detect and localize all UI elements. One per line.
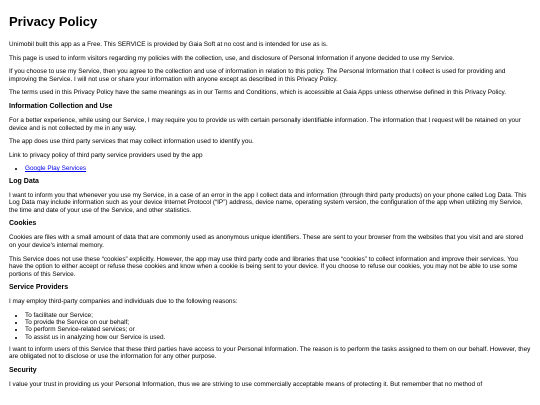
security-paragraph: I value your trust in providing us your Personal Information, thus we are striving to use commercially acceptable means of protecting it. But remember that no method of [9,380,483,388]
log-data-paragraph: I want to inform you that whenever you use my Service, in a case of an error in the app I collect data and information (through third party products) on your phone called Log Data. This Log Data may include information such as your device Internet Protocol (“IP”) address, device name, operating system version, the configuration of the app when utilizing my Service, the time and date of your use of the Service, and other statistics. [9,191,527,214]
section-heading-log-data: Log Data [9,177,39,185]
section-heading-cookies: Cookies [9,220,37,228]
list-item: • To assist us in analyzing how our Service is used. [25,334,531,341]
list-item [25,165,531,172]
list-item: • To perform Service-related services; or [25,326,531,333]
section-heading-info-collection: Information Collection and Use [9,102,113,110]
service-providers-intro: I may employ third-party companies and individuals due to the following reasons: [9,298,238,306]
list-item: • To provide the Service on our behalf; [25,319,531,326]
third-party-links-list [9,165,531,172]
cookies-paragraph-2: This Service does not use these “cookies” explicitly. However, the app may use third party code and libraries that use “cookies” to collect information and improve their services. You have the option to either accept or refuse these cookies and know when a cookie is being sent to your device. If you choose to refuse our cookies, you may not be able to use some portions of this Service. [9,255,518,278]
info-collection-paragraph-3: Link to privacy policy of third party service providers used by the app [9,151,203,159]
page-title: Privacy Policy [9,14,98,29]
google-play-services-link[interactable]: Google Play Services [25,165,87,173]
privacy-policy-page [9,14,531,394]
intro-paragraph-1: Unimobil built this app as a Free. This SERVICE is provided by Gaia Soft at no cost and is intended for use as is. [9,41,328,48]
intro-paragraph-3: If you choose to use my Service, then you agree to the collection and use of information in relation to this policy. The Personal Information that I collect is used for providing and improving the Service. I will not use or share your information with anyone except as described in this Privacy Policy. [9,68,506,83]
section-heading-security: Security [9,366,37,374]
section-heading-service-providers: Service Providers [9,284,69,292]
intro-paragraph-4: The terms used in this Privacy Policy have the same meanings as in our Terms and Conditions, which is accessible at Gaia Apps unless otherwise defined in this Privacy Policy. [9,89,507,97]
list-item: • To facilitate our Service; [25,312,531,319]
cookies-paragraph-1: Cookies are files with a small amount of data that are commonly used as anonymous unique identifiers. These are sent to your browser from the websites that you visit and are stored on your device's internal memory. [9,234,524,249]
intro-paragraph-2: This page is used to inform visitors regarding my policies with the collection, use, and disclosure of Personal Information if anyone decided to use my Service. [9,54,455,62]
service-providers-outro: I want to inform users of this Service that these third parties have access to your Personal Information. The reason is to perform the tasks assigned to them on our behalf. However, they are obligated not to disclose or use the information for any other purpose. [9,345,531,361]
info-collection-paragraph-1: For a better experience, while using our Service, I may require you to provide us with certain personally identifiable information. The information that I request will be retained on your device and is not collected by me in any way. [9,116,521,132]
service-providers-reasons-list [9,312,531,341]
info-collection-paragraph-2: The app does use third party services that may collect information used to identify you. [9,138,254,146]
